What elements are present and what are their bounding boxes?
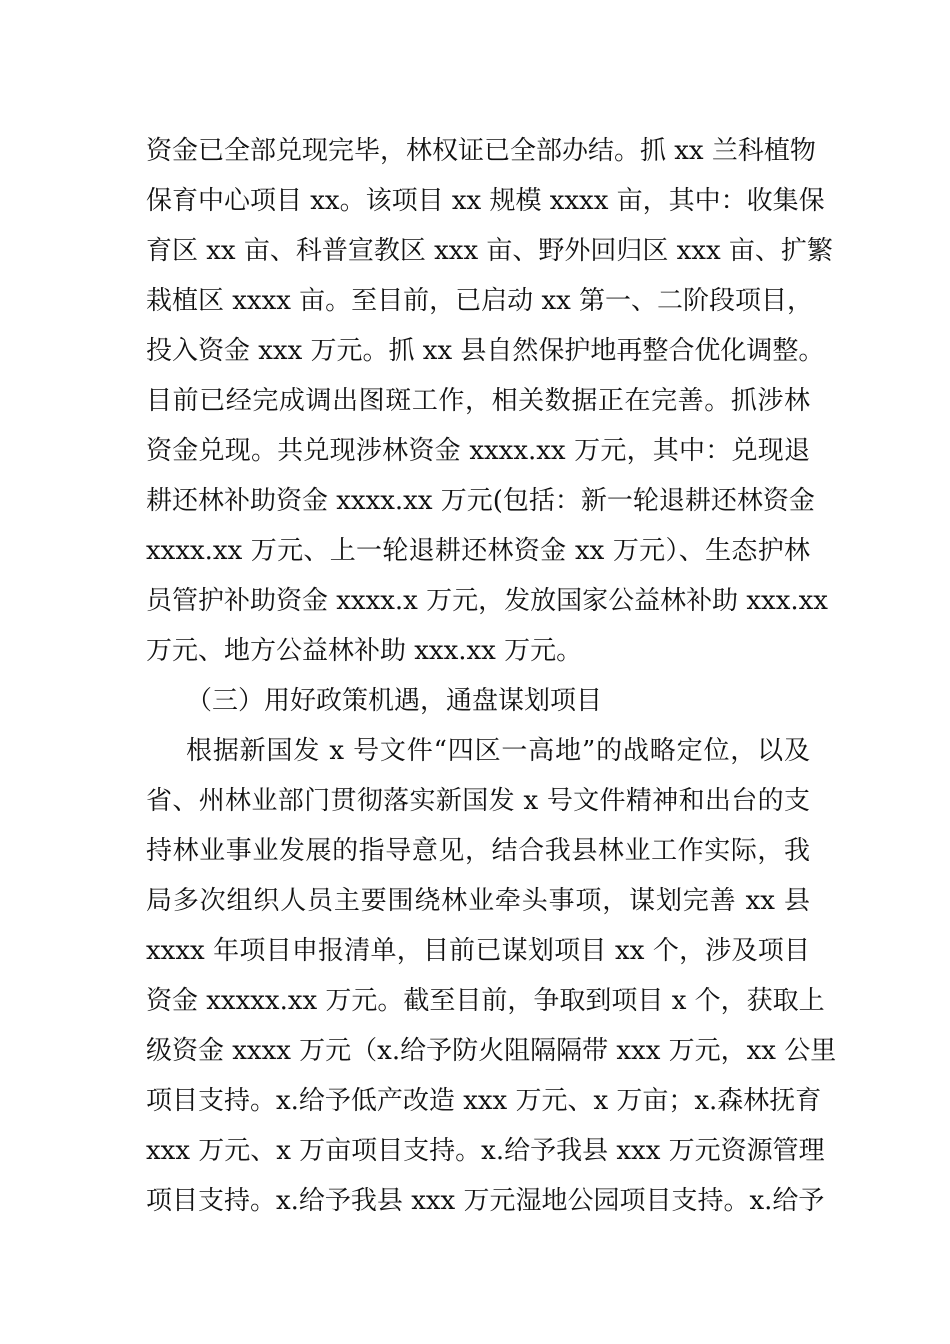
- text-line: 目前已经完成调出图斑工作，相关数据正在完善。抓涉林: [146, 386, 810, 416]
- text-line: 持林业事业发展的指导意见，结合我县林业工作实际，我: [146, 836, 810, 866]
- text-line: 育区 xx 亩、科普宣教区 xxx 亩、野外回归区 xxx 亩、扩繁: [146, 236, 833, 266]
- text-line: 局多次组织人员主要围绕林业牵头事项，谋划完善 xx 县: [146, 886, 810, 916]
- text-line: 耕还林补助资金 xxxx.xx 万元(包括：新一轮退耕还林资金: [146, 486, 815, 516]
- text-line: 万元、地方公益林补助 xxx.xx 万元。: [146, 636, 583, 666]
- text-line: 省、州林业部门贯彻落实新国发 x 号文件精神和出台的支: [146, 786, 810, 816]
- text-line: 根据新国发 x 号文件“四区一高地”的战略定位，以及: [186, 736, 810, 766]
- text-line: 资金 xxxxx.xx 万元。截至目前，争取到项目 x 个，获取上: [146, 986, 825, 1016]
- text-line: 投入资金 xxx 万元。抓 xx 县自然保护地再整合优化调整。: [146, 336, 825, 366]
- text-line: 项目支持。x.给予我县 xxx 万元湿地公园项目支持。x.给予: [146, 1186, 825, 1216]
- text-line: 栽植区 xxxx 亩。至目前，已启动 xx 第一、二阶段项目，: [146, 286, 814, 316]
- text-line: xxxx.xx 万元、上一轮退耕还林资金 xx 万元）、生态护林: [146, 536, 810, 566]
- text-line: xxx 万元、x 万亩项目支持。x.给予我县 xxx 万元资源管理: [146, 1136, 825, 1166]
- text-line: 级资金 xxxx 万元（x.给予防火阻隔隔带 xxx 万元，xx 公里: [146, 1036, 837, 1066]
- text-line: 资金已全部兑现完毕，林权证已全部办结。抓 xx 兰科植物: [146, 136, 816, 166]
- text-line: 项目支持。x.给予低产改造 xxx 万元、x 万亩；x.森林抚育: [146, 1086, 822, 1116]
- text-line: 保育中心项目 xx。该项目 xx 规模 xxxx 亩，其中：收集保: [146, 186, 825, 216]
- text-line: 员管护补助资金 xxxx.x 万元，发放国家公益林补助 xxx.xx: [146, 586, 828, 616]
- text-line: 资金兑现。共兑现涉林资金 xxxx.xx 万元，其中：兑现退: [146, 436, 810, 466]
- text-line: xxxx 年项目申报清单，目前已谋划项目 xx 个，涉及项目: [146, 936, 810, 966]
- section-heading: （三）用好政策机遇，通盘谋划项目: [186, 686, 603, 716]
